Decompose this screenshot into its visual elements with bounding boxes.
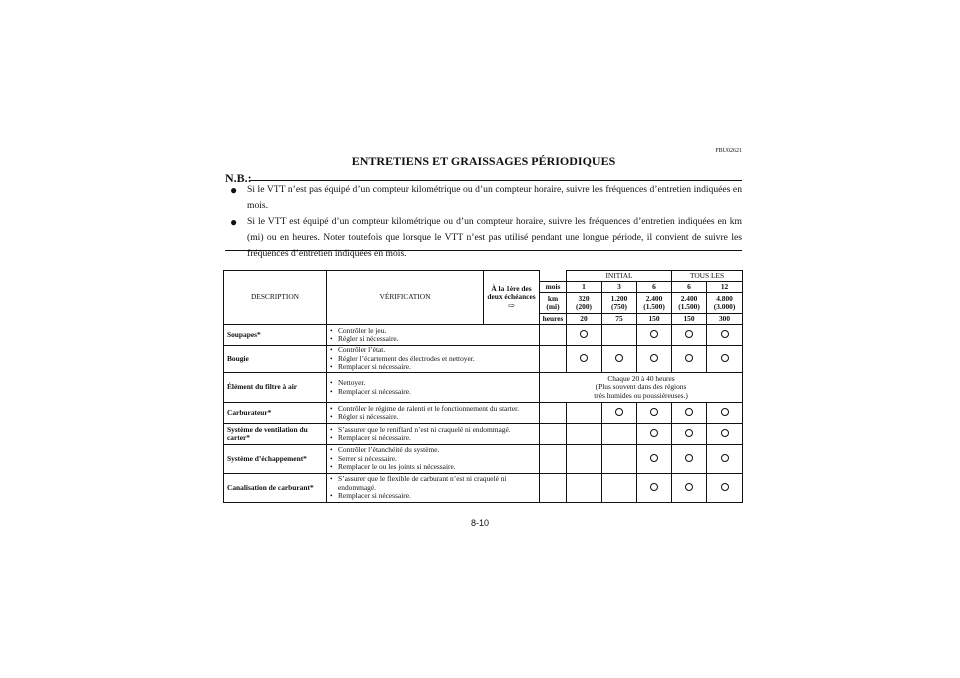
row-label-hours: heures [540,314,567,325]
row-verification [327,445,540,474]
circle-icon [650,429,658,437]
circle-icon [685,429,693,437]
km-value: 320 (200) [567,293,602,314]
mark-cell [567,346,602,373]
circle-icon [685,408,693,416]
mark-cell [602,445,637,474]
months-value: 6 [672,282,707,293]
circle-icon [685,483,693,491]
mark-cell [672,403,707,424]
circle-icon [650,408,658,416]
row-label-km: km (mi) [540,293,567,314]
row-description: Carburateur* [224,403,327,424]
circle-icon [721,354,729,362]
mark-cell [602,346,637,373]
bullet-icon: • [330,491,333,501]
circle-icon [721,483,729,491]
row-verification [327,424,540,445]
mark-cell [707,403,743,424]
mark-cell-blank [540,474,567,503]
circle-icon [650,483,658,491]
check-item [330,335,537,344]
page-number: 8-10 [470,518,489,528]
maintenance-table [223,270,743,503]
row-description: Bougie [224,346,327,373]
km-value: 4.800 (3.000) [707,293,743,314]
mark-cell [672,445,707,474]
mark-cell [707,445,743,474]
row-description: Élément du filtre à air [224,373,327,403]
circle-icon [721,429,729,437]
check-text: Régler si nécessaire. [338,412,399,421]
mark-cell-blank [540,445,567,474]
check-text: S’assurer que le flexible de carburant n’est ni craquelé ni endommagé. [338,474,507,492]
km-value: 2.400 (1.500) [672,293,707,314]
bullet-icon: • [330,403,333,413]
bullet-icon: • [330,433,333,442]
mark-cell-blank [540,403,567,424]
table-row [224,373,743,403]
mark-cell [707,346,743,373]
bullet-icon: • [330,334,333,343]
interval-note-line: (Plus souvent dans des régions [595,382,687,392]
circle-icon [580,354,588,362]
mark-cell [567,445,602,474]
mark-cell [602,474,637,503]
check-text: Remplacer si nécessaire. [338,362,411,372]
months-value: 1 [567,282,602,293]
km-value: 1.200 (750) [602,293,637,314]
mark-cell [672,474,707,503]
mark-cell [672,346,707,373]
header-first-due [484,271,540,325]
arrow-right-icon: ⇨ [508,300,515,310]
km-value: 2.400 (1.500) [637,293,672,314]
circle-icon [685,454,693,462]
nb-label: N.B.: [225,171,252,185]
mark-cell [602,403,637,424]
maintenance-rows [224,325,743,503]
circle-icon [721,408,729,416]
mark-cell [602,325,637,346]
circle-icon [615,354,623,362]
table-row [224,403,743,424]
bullet-icon: • [330,412,333,421]
header-verification: VÉRIFICATION [327,271,484,325]
mark-cell [602,424,637,445]
check-text: Remplacer si nécessaire. [338,386,411,396]
bullet-icon: • [330,453,333,463]
check-item [330,475,537,492]
page-title: ENTRETIENS ET GRAISSAGES PÉRIODIQUES [351,154,616,168]
hours-value: 20 [567,314,602,325]
mark-cell [567,474,602,503]
check-item [330,463,537,472]
row-verification [327,325,540,346]
circle-icon [721,454,729,462]
note-item [230,182,742,214]
check-item [330,363,537,372]
check-text: S’assurer que le reniflard n’est ni craquelé ni endommagé. [338,424,511,434]
mark-cell-blank [540,325,567,346]
hours-value: 75 [602,314,637,325]
check-text: Régler l’écartement des électrodes et nettoyer. [338,353,475,363]
hours-value: 150 [637,314,672,325]
bullet-icon: • [330,353,333,363]
bullet-icon: • [330,474,333,484]
interval-note-line: Chaque 20 à 40 heures [607,373,675,383]
row-description: Système de ventilation du carter* [224,424,327,445]
check-text: Régler si nécessaire. [338,334,399,343]
months-value: 12 [707,282,743,293]
check-text: Contrôler l’état. [338,345,386,355]
row-description: Soupapes* [224,325,327,346]
table-row [224,346,743,373]
circle-icon [685,330,693,338]
circle-icon [615,408,623,416]
circle-icon [650,330,658,338]
check-item [330,434,537,443]
check-text: Nettoyer. [338,378,366,387]
check-text: Contrôler le régime de ralenti et le fonctionnement du starter. [338,403,520,413]
mark-cell [637,445,672,474]
circle-icon [685,354,693,362]
header-initial: INITIAL [567,271,672,282]
mark-cell [637,325,672,346]
header-every: TOUS LES [672,271,743,282]
mark-cell [567,325,602,346]
months-value: 3 [602,282,637,293]
bullet-icon: • [330,445,333,455]
bullet-icon: • [330,378,333,387]
header-description: DESCRIPTION [224,271,327,325]
mark-cell [567,403,602,424]
mark-cell [707,424,743,445]
table-row [224,474,743,503]
bullet-icon: • [330,386,333,396]
bullet-icon: • [330,345,333,355]
months-value: 6 [637,282,672,293]
bullet-icon: • [330,424,333,434]
check-item [330,388,537,397]
row-verification [327,346,540,373]
circle-icon [650,354,658,362]
table-row [224,424,743,445]
note-text: Si le VTT n’est pas équipé d’un compteur kilométrique ou d’un compteur horaire, suivre les fréquences d’entretien indiquées en mois. [247,184,742,211]
check-item [330,413,537,422]
mark-cell [672,424,707,445]
row-verification [327,373,540,403]
bullet-icon: ● [230,183,238,197]
row-description: Canalisation de carburant* [224,474,327,503]
bullet-icon: • [330,325,333,335]
mark-cell [567,424,602,445]
mark-cell [637,403,672,424]
row-verification [327,403,540,424]
header-blank [540,271,567,282]
reference-code: FBU02621 [715,148,742,154]
bullet-icon: ● [230,215,238,229]
check-text: Contrôler le jeu. [338,325,387,335]
check-text: Remplacer si nécessaire. [338,433,411,442]
circle-icon [650,454,658,462]
note-item [230,214,742,262]
hours-value: 150 [672,314,707,325]
check-text: Serrer si nécessaire. [338,453,397,463]
interval-note-line: très humides ou poussiéreuses.) [594,390,688,400]
mark-cell [637,424,672,445]
circle-icon [580,330,588,338]
check-item [330,492,537,501]
mark-cell [672,325,707,346]
check-text: Remplacer le ou les joints si nécessaire. [338,462,456,472]
row-verification [327,474,540,503]
mark-cell [637,474,672,503]
mark-cell-blank [540,346,567,373]
check-text: Remplacer si nécessaire. [338,491,411,501]
bullet-icon: • [330,462,333,472]
circle-icon [721,330,729,338]
header-first-due-label: À la 1ère des deux échéances [487,283,536,302]
table-row [224,445,743,474]
row-description: Système d’échappement* [224,445,327,474]
row-label-months: mois [540,282,567,293]
hours-value: 300 [707,314,743,325]
mark-cell [707,474,743,503]
bullet-icon: • [330,362,333,372]
interval-note [540,373,743,403]
mark-cell [707,325,743,346]
separator-rule [225,250,742,251]
nb-rule [250,180,742,181]
table-row [224,325,743,346]
check-text: Contrôler l’étanchéité du système. [338,445,440,455]
mark-cell [637,346,672,373]
mark-cell-blank [540,424,567,445]
note-text: Si le VTT est équipé d’un compteur kilométrique ou d’un compteur horaire, suivre les fréquences d’entretien indiquées en km (mi) ou en heures. Noter toutefois que lorsque le VTT n’est pas utilisé pendant une longue période, il convient de suivre les fréquences d’entretien indiquées en mois. [247,216,742,259]
